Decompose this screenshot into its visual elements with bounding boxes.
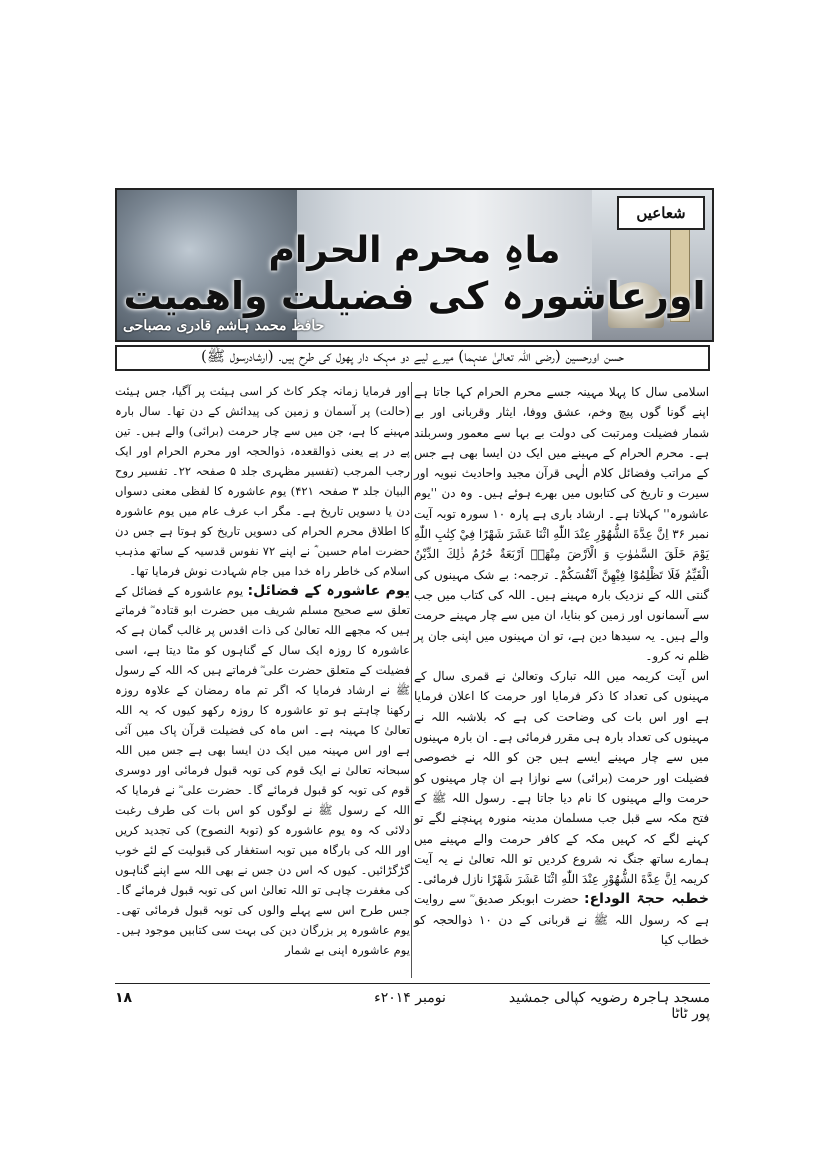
left-paragraph-2 <box>115 582 410 961</box>
header-banner <box>115 188 714 342</box>
right-paragraph-3-text: حضرت ابوبکر صدیق ؓ سے روایت ہے کہ رسول اللہ ﷺ نے قربانی کے دن ۱۰ ذوالحجہ کو خطاب کیا <box>414 892 709 948</box>
section-tag: شعاعیں <box>617 196 705 230</box>
issue-date: نومبر ۲۰۱۴ء <box>374 990 446 1006</box>
right-column <box>414 382 709 950</box>
magazine-name: مسجد ہاجرہ رضویہ کپالی جمشید پور ٹاٹا <box>508 990 710 1022</box>
section-heading-khutba: خطبہ حجۃ الوداع: <box>584 891 710 908</box>
right-paragraph-1: اسلامی سال کا پہلا مہینہ جسے محرم الحرام کہا جاتا ہے اپنے گونا گوں پیچ وخم، عشق ووفا، ایثار وقربانی اور بے شمار فضیلت ومرتبت کی دولت بے بہا سے معمور وسربلند ہے۔ محرم الحرام کے مہینے میں ایک دن ایسا بھی ہے جس کے مراتب وفضائل کلام الٰہی قرآن مجید واحادیث نبویہ اور سیرت و تاریخ کی کتابوں میں بھرے ہوئے ہیں۔ وہ دن ''یوم عاشورہ'' کہلاتا ہے۔ ارشاد باری ہے پارہ ۱۰ سورہ توبہ آیت نمبر ۳۶ اِنَّ عِدَّةَ الشُّهُوْرِ عِنْدَ اللّٰهِ اثْنَا عَشَرَ شَهْرًا فِيْ كِتٰبِ اللّٰهِ يَوْمَ خَلَقَ السَّمٰوٰتِ وَ الْاَرْضَ مِنْهَاۤ اَرْبَعَةٌ حُرُمٌ ذٰلِكَ الدِّيْنُ الْقَيِّمُ فَلَا تَظْلِمُوْا فِيْهِنَّ اَنْفُسَكُمْ۔ ترجمہ: بے شک مہینوں کی گنتی اللہ کے نزدیک بارہ مہینے ہیں۔ اللہ کی کتاب میں جب سے آسمانوں اور زمین کو بنایا، ان میں سے چار مہینے حرمت والے ہیں۔ یہ سیدھا دین ہے، تو ان مہینوں میں اپنی جان پر ظلم نہ کرو۔ <box>414 385 709 663</box>
page-number: ۱۸ <box>115 990 133 1006</box>
author-name: حافظ محمد ہاشم قادری مصباحی <box>123 318 325 334</box>
article-title-line1: ماہِ محرم الحرام <box>268 230 561 271</box>
column-divider <box>411 382 412 978</box>
left-paragraph-1: اور فرمایا زمانہ چکر کاٹ کر اسی ہیئت پر آگیا، جس ہیئت (حالت) پر آسمان و زمین کی پیدائش کے دن تھا۔ سال بارہ مہینے کا ہے، جن میں سے چار حرمت (برائی) والے ہیں۔ تین پے در پے یعنی ذوالقعدہ، ذوالحجہ اور محرم الحرام اور ایک رجب المرجب (تفسیر مظہری جلد ۵ صفحہ ۲۲۔ تفسیر روح البیان جلد ۳ صفحہ ۴۲۱) یوم عاشورہ کا لفظی معنی دسواں دن یا دسویں تاریخ ہے۔ مگر اب عرف عام میں یوم عاشورہ کا اطلاق محرم الحرام کی دسویں تاریخ کو ہوتا ہے جس دن حضرت امام حسین ؓ نے اپنے ۷۲ نفوس قدسیہ کے ساتھ مذہب اسلام کی خاطر راہ خدا میں جام شہادت نوش فرمایا تھا۔ <box>115 384 411 578</box>
article-title-line2: اورعاشورہ کی فضیلت واھمیت <box>123 274 706 318</box>
left-column <box>115 382 410 961</box>
footer-rule <box>115 983 710 984</box>
section-heading-fazail: یوم عاشورہ کے فضائل: <box>247 582 410 599</box>
right-paragraph-2: اس آیت کریمہ میں اللہ تبارک وتعالیٰ نے قمری سال کے مہینوں کی تعداد کا ذکر فرمایا اور حرمت کا اعلان فرمایا ہے اور اس بات کی وضاحت کی ہے کہ بلاشبہ اللہ نے مہینوں کی تعداد بارہ ہی مقرر فرمائی ہے۔ ان بارہ مہینوں میں سے چار مہینے ایسے ہیں جن کو اللہ نے خصوصی فضیلت اور حرمت (برائی) سے نوازا ہے ان چار مہینوں کو حرمت والے مہینوں کا نام دیا جاتا ہے۔ رسول اللہ ﷺ کے فتح مکہ سے قبل جب مسلمان مدینہ منورہ پہنچنے لگے تو کہنے لگے کہ کہیں مکہ کے کافر حرمت والے مہینے میں ہمارے ساتھ جنگ نہ شروع کردیں تو اللہ تعالیٰ نے یہ آیت کریمہ اِنَّ عِدَّةَ الشُّهُوْرِ عِنْدَ اللّٰهِ اثْنَا عَشَرَ شَهْرًا نازل فرمائی۔ <box>414 669 709 887</box>
hadith-quote: حسن اورحسین (رضی اللہ تعالیٰ عنہما) میرے لیے دو مہک دار پھول کی طرح ہیں۔ (ارشادرسول ﷺ) <box>115 345 710 371</box>
right-paragraph-3 <box>414 889 709 950</box>
left-paragraph-2-text: یوم عاشورہ کے فضائل کے تعلق سے صحیح مسلم شریف میں حضرت ابو قتادہ ؓ فرماتے ہیں کہ مجھے اللہ تعالیٰ کی ذات اقدس پر غالب گمان ہے کہ عاشورہ کا روزہ ایک سال کے گناہوں کو مٹا دیتا ہے، اسی فضیلت کے متعلق حضرت علی ؓ فرماتے ہیں کہ اللہ کے رسول ﷺ نے ارشاد فرمایا کہ اگر تم ماہ رمضان کے علاوہ روزہ رکھنا چاہتے ہو تو عاشورہ کا روزہ رکھو کیوں کہ یہ اللہ تعالیٰ کا مہینہ ہے۔ اس ماہ کی فضیلت قرآن پاک میں آئی ہے اور اس مہینہ میں ایک دن ایسا بھی ہے جس میں اللہ سبحانہ تعالیٰ نے ایک قوم کی توبہ قبول فرمائی اور دوسری قوم کی توبہ کو قبول فرمائے گا۔ حضرت علی ؓ نے فرمایا کہ اللہ کے رسول ﷺ نے لوگوں کو اس بات کی طرف رغبت دلائی کہ وہ یوم عاشورہ کو (توبۃ النصوح) کی تجدید کریں اور اللہ کی بارگاہ میں توبہ استغفار کی قبولیت کے لئے خوب گڑگڑائیں۔ کیوں کہ اس دن جس نے بھی اللہ سے اپنے گناہوں کی مغفرت چاہی تو اللہ تعالیٰ اس کی توبہ قبول فرمائے گا۔ جس طرح اس سے پہلے والوں کی توبہ قبول فرمائی تھی۔ یوم عاشورہ پر بزرگان دین کی بہت سی کتابیں موجود ہیں۔ یوم عاشورہ اپنی بے شمار <box>115 583 411 957</box>
